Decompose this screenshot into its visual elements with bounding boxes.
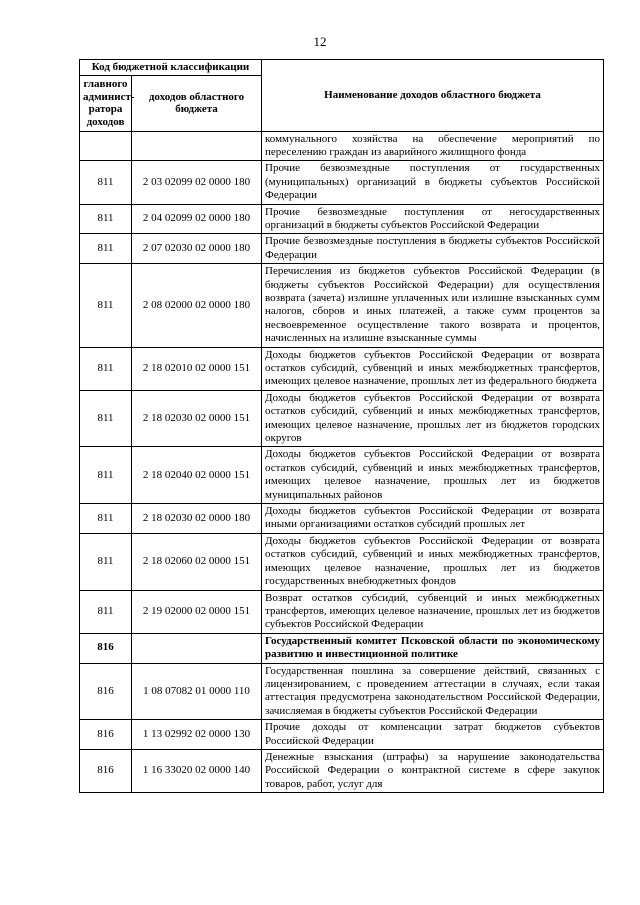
revenue-code-cell: 1 13 02992 02 0000 130 bbox=[132, 720, 262, 750]
table-row bbox=[80, 504, 604, 534]
revenue-name-cell: Доходы бюджетов субъектов Российской Федерации от возврата остатков субсидий, субвенций и иных межбюджетных трансфертов, имеющих целевое назначение, прошлых лет из бюджетов муниципальных районов bbox=[262, 447, 604, 504]
table-row bbox=[80, 663, 604, 720]
admin-code-cell bbox=[80, 131, 132, 161]
revenue-name-cell: Прочие доходы от компенсации затрат бюджетов субъектов Российской Федерации bbox=[262, 720, 604, 750]
revenue-name-cell: Доходы бюджетов субъектов Российской Федерации от возврата остатков субсидий, субвенций и иных межбюджетных трансфертов, имеющих целевое назначение, прошлых лет из бюджетов государственных внебюджетных фондов bbox=[262, 533, 604, 590]
revenue-code-cell: 2 19 02000 02 0000 151 bbox=[132, 590, 262, 633]
admin-code-cell: 816 bbox=[80, 663, 132, 720]
revenue-code-cell: 2 18 02010 02 0000 151 bbox=[132, 347, 262, 390]
table-row bbox=[80, 131, 604, 161]
table-row bbox=[80, 533, 604, 590]
revenue-code-cell: 2 07 02030 02 0000 180 bbox=[132, 234, 262, 264]
revenue-code-cell: 2 18 02040 02 0000 151 bbox=[132, 447, 262, 504]
table-row bbox=[80, 633, 604, 663]
admin-code-cell: 811 bbox=[80, 204, 132, 234]
table-row bbox=[80, 749, 604, 792]
admin-code-cell: 811 bbox=[80, 264, 132, 347]
header-code-column: доходов областного бюджета bbox=[132, 75, 262, 131]
revenue-name-cell: коммунального хозяйства на обеспечение мероприятий по переселению граждан из аварийного жилищного фонда bbox=[262, 131, 604, 161]
revenue-name-cell: Прочие безвозмездные поступления от государственных (муниципальных) организаций в бюджеты субъектов Российской Федерации bbox=[262, 161, 604, 204]
revenue-name-cell: Доходы бюджетов субъектов Российской Федерации от возврата остатков субсидий, субвенций и иных межбюджетных трансфертов, имеющих целевое назначение, прошлых лет из бюджетов городских округов bbox=[262, 390, 604, 447]
table-row bbox=[80, 204, 604, 234]
revenue-name-cell: Доходы бюджетов субъектов Российской Федерации от возврата остатков субсидий, субвенций и иных межбюджетных трансфертов, имеющих целевое назначение, прошлых лет из федерального бюджета bbox=[262, 347, 604, 390]
table-row bbox=[80, 161, 604, 204]
revenue-name-cell: Государственная пошлина за совершение действий, связанных с лицензированием, с проведением аттестации в случаях, если такая аттестация предусмотрена законодательством Российской Федерации, зачисляемая в бюджеты субъектов Российской Федерации bbox=[262, 663, 604, 720]
admin-code-cell: 811 bbox=[80, 234, 132, 264]
header-admin-column: главного админист- ратора доходов bbox=[80, 75, 132, 131]
table-body bbox=[80, 131, 604, 793]
admin-code-cell: 811 bbox=[80, 161, 132, 204]
admin-code-cell: 816 bbox=[80, 633, 132, 663]
admin-code-cell: 811 bbox=[80, 390, 132, 447]
table-row bbox=[80, 347, 604, 390]
admin-code-cell: 816 bbox=[80, 720, 132, 750]
revenue-name-cell: Возврат остатков субсидий, субвенций и иных межбюджетных трансфертов, имеющих целевое назначение, прошлых лет из бюджетов субъектов Российской Федерации bbox=[262, 590, 604, 633]
revenue-code-cell: 1 16 33020 02 0000 140 bbox=[132, 749, 262, 792]
revenue-name-cell: Прочие безвозмездные поступления от негосударственных организаций в бюджеты субъектов Российской Федерации bbox=[262, 204, 604, 234]
revenue-code-cell: 2 08 02000 02 0000 180 bbox=[132, 264, 262, 347]
admin-code-cell: 811 bbox=[80, 533, 132, 590]
admin-code-cell: 816 bbox=[80, 749, 132, 792]
admin-code-cell: 811 bbox=[80, 504, 132, 534]
header-name-column: Наименование доходов областного бюджета bbox=[262, 60, 604, 132]
revenue-code-cell: 2 03 02099 02 0000 180 bbox=[132, 161, 262, 204]
revenue-code-cell bbox=[132, 131, 262, 161]
table-row bbox=[80, 447, 604, 504]
table-row bbox=[80, 234, 604, 264]
revenue-code-cell: 1 08 07082 01 0000 110 bbox=[132, 663, 262, 720]
admin-code-cell: 811 bbox=[80, 347, 132, 390]
table-row bbox=[80, 590, 604, 633]
revenue-name-cell: Доходы бюджетов субъектов Российской Федерации от возврата иными организациями остатков субсидий прошлых лет bbox=[262, 504, 604, 534]
revenue-code-cell: 2 18 02060 02 0000 151 bbox=[132, 533, 262, 590]
revenue-code-cell: 2 04 02099 02 0000 180 bbox=[132, 204, 262, 234]
revenue-code-cell bbox=[132, 633, 262, 663]
revenue-name-cell: Прочие безвозмездные поступления в бюджеты субъектов Российской Федерации bbox=[262, 234, 604, 264]
budget-classification-table bbox=[79, 59, 604, 793]
revenue-code-cell: 2 18 02030 02 0000 180 bbox=[132, 504, 262, 534]
revenue-code-cell: 2 18 02030 02 0000 151 bbox=[132, 390, 262, 447]
table-row bbox=[80, 720, 604, 750]
revenue-name-cell: Денежные взыскания (штрафы) за нарушение законодательства Российской Федерации о контрактной системе в сфере закупок товаров, работ, услуг для bbox=[262, 749, 604, 792]
revenue-name-cell: Перечисления из бюджетов субъектов Российской Федерации (в бюджеты субъектов Российской Федерации) для осуществления возврата (зачета) излишне уплаченных или излишне взысканных сумм налогов, сборов и иных платежей, а также сумм процентов за несвоевременное осуществление такого возврата и процентов, начисленных на излишне взысканные суммы bbox=[262, 264, 604, 347]
page-number: 12 bbox=[313, 34, 327, 49]
admin-code-cell: 811 bbox=[80, 590, 132, 633]
table-row bbox=[80, 264, 604, 347]
header-group-label: Код бюджетной классификации bbox=[80, 60, 262, 76]
admin-code-cell: 811 bbox=[80, 447, 132, 504]
table-row bbox=[80, 390, 604, 447]
revenue-name-cell: Государственный комитет Псковской области по экономическому развитию и инвестиционной политике bbox=[262, 633, 604, 663]
